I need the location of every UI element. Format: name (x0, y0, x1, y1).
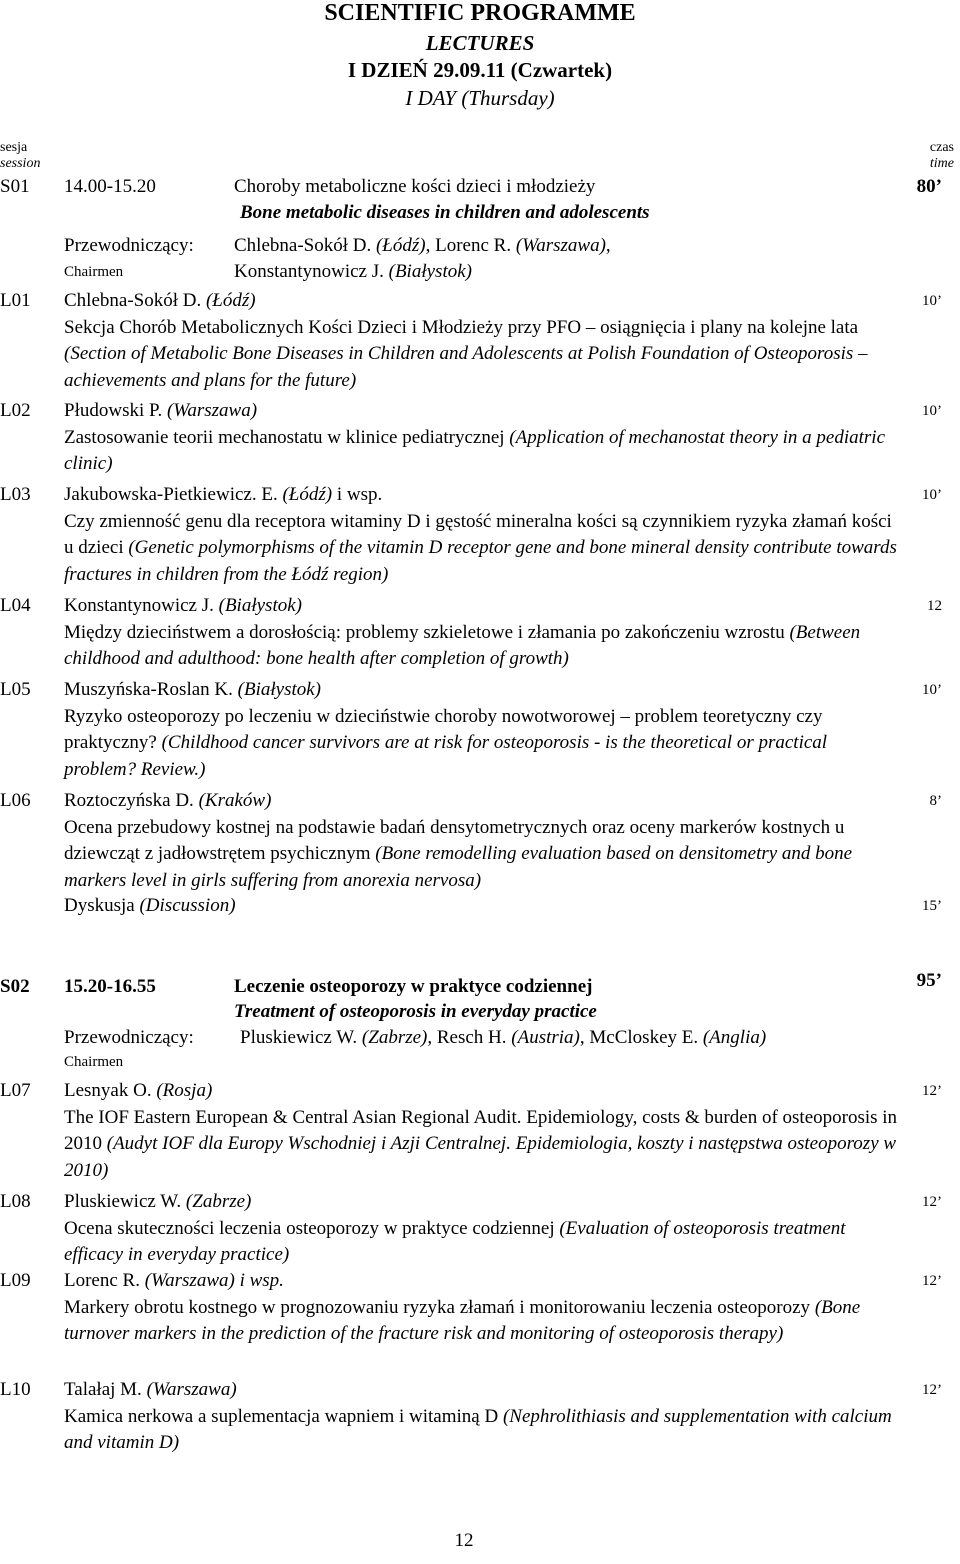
lecture-duration: 12’ (922, 1273, 942, 1289)
lecture-code: L01 (0, 290, 31, 311)
page-subtitle: LECTURES (425, 31, 535, 55)
page-title: SCIENTIFIC PROGRAMME (324, 0, 636, 26)
session-duration: 95’ (916, 970, 942, 991)
chairs-label-en: Chairmen (64, 264, 124, 280)
session-code: S01 (0, 176, 30, 197)
lecture-author: Pluskiewicz W. (Zabrze) (64, 1191, 252, 1212)
discussion-duration: 15’ (922, 898, 942, 914)
discussion: Dyskusja (Discussion) (64, 895, 236, 916)
session-title-en: Bone metabolic diseases in children and adolescents (240, 202, 650, 223)
lecture-author: Roztoczyńska D. (Kraków) (64, 790, 272, 811)
lecture-title: Markery obrotu kostnego w prognozowaniu ryzyka złamań i monitorowaniu leczenia osteoporozy (Bone turnover markers in the prediction of the fracture risk and monitoring of osteoporosis therapy) (64, 1296, 861, 1344)
lecture-title: Ocena przebudowy kostnej na podstawie badań densytometrycznych oraz oceny markerów kostnych u dziewcząt z jadłowstrętem psychicznym (Bone remodelling evaluation based on densitometry and bone markers level in girls suffering from anorexia nervosa) (64, 816, 853, 891)
lecture-title: Między dzieciństwem a dorosłością: problemy szkieletowe i złamania po zakończeniu wzrostu (Between childhood and adulthood: bone health after completion of growth) (64, 621, 861, 669)
day-heading-en: I DAY (Thursday) (405, 86, 555, 110)
lecture-duration: 12’ (922, 1382, 942, 1398)
lecture-duration: 12 (927, 598, 942, 614)
lecture-author: Talałaj M. (Warszawa) (64, 1379, 237, 1400)
lecture-code: L02 (0, 400, 31, 421)
lecture-duration: 10’ (922, 487, 942, 503)
lecture-title: The IOF Eastern European & Central Asian Regional Audit. Epidemiology, costs & burden of osteoporosis in 2010 (Audyt IOF dla Europy Wschodniej i Azji Centralnej. Epidemiologia, koszty i następstwa osteoporozy w 2010) (64, 1106, 898, 1181)
lecture-duration: 10’ (922, 682, 942, 698)
column-header-time: czas time (929, 140, 954, 171)
lecture-author: Jakubowska-Pietkiewicz. E. (Łódź) i wsp. (64, 484, 383, 505)
lecture-code: L08 (0, 1191, 31, 1212)
lecture-code: L10 (0, 1379, 31, 1400)
lecture-duration: 8’ (929, 793, 942, 809)
chairs-label-pl: Przewodniczący: (64, 235, 194, 256)
lecture-code: L03 (0, 484, 31, 505)
lecture-title: Ocena skuteczności leczenia osteoporozy w praktyce codziennej (Evaluation of osteoporosis treatment efficacy in everyday practice) (64, 1217, 846, 1265)
lecture-author: Lorenc R. (Warszawa) i wsp. (64, 1270, 284, 1291)
lecture-title: Zastosowanie teorii mechanostatu w klinice pediatrycznej (Application of mechanostat theory in a pediatric clinic) (64, 426, 886, 474)
page-number: 12 (454, 1530, 474, 1551)
session-time-range: 14.00-15.20 (64, 176, 156, 197)
lecture-duration: 12’ (922, 1083, 942, 1099)
chairs-names: Chlebna-Sokół D. (Łódź), Lorenc R. (Warszawa), (234, 235, 611, 256)
session-title-pl: Leczenie osteoporozy w praktyce codziennej (234, 976, 593, 997)
lecture-code: L04 (0, 595, 31, 616)
day-heading-pl: I DZIEŃ 29.09.11 (Czwartek) (347, 58, 613, 82)
lecture-duration: 10’ (922, 403, 942, 419)
lecture-author: Lesnyak O. (Rosja) (64, 1080, 213, 1101)
session-title-pl: Choroby metaboliczne kości dzieci i młodzieży (234, 176, 596, 197)
lecture-code: L07 (0, 1080, 31, 1101)
lecture-title: Sekcja Chorób Metabolicznych Kości Dzieci i Młodzieży przy PFO – osiągnięcia i plany na kolejne lata (Section of Metabolic Bone Diseases in Children and Adolescents at Polish Foundation of Osteoporosis – achievements and plans for the future) (64, 316, 868, 391)
session-code: S02 (0, 976, 30, 997)
session-time-range: 15.20-16.55 (64, 976, 156, 997)
chairs-names: Konstantynowicz J. (Białystok) (234, 261, 472, 282)
lecture-code: L05 (0, 679, 31, 700)
lecture-title: Kamica nerkowa a suplementacja wapniem i witaminą D (Nephrolithiasis and supplementation with calcium and vitamin D) (64, 1405, 892, 1453)
lecture-duration: 10’ (922, 293, 942, 309)
chairs-label-en: Chairmen (64, 1054, 124, 1070)
lecture-author: Muszyńska-Roslan K. (Białystok) (64, 679, 321, 700)
session-title-en: Treatment of osteoporosis in everyday practice (234, 1001, 597, 1022)
chairs-names: Pluskiewicz W. (Zabrze), Resch H. (Austria), McCloskey E. (Anglia) (240, 1027, 767, 1048)
chairs-label-pl: Przewodniczący: (64, 1027, 194, 1048)
lecture-title: Czy zmienność genu dla receptora witaminy D i gęstość mineralna kości są czynnikiem ryzyka złamań kości u dzieci (Genetic polymorphisms of the vitamin D receptor gene and bone mineral density contribute towards fractures in children from the Łódź region) (64, 510, 897, 585)
lecture-title: Ryzyko osteoporozy po leczeniu w dzieciństwie choroby nowotworowej – problem teoretyczny czy praktyczny? (Childhood cancer survivors are at risk for osteoporosis - is the theoretical or practical problem? Review.) (64, 705, 828, 780)
lecture-author: Płudowski P. (Warszawa) (64, 400, 258, 421)
lecture-code: L06 (0, 790, 31, 811)
column-header-session: sesja session (0, 140, 41, 171)
lecture-author: Konstantynowicz J. (Białystok) (64, 595, 302, 616)
lecture-duration: 12’ (922, 1194, 942, 1210)
lecture-author: Chlebna-Sokół D. (Łódź) (64, 290, 256, 311)
lecture-code: L09 (0, 1270, 31, 1291)
session-duration: 80’ (916, 176, 942, 197)
